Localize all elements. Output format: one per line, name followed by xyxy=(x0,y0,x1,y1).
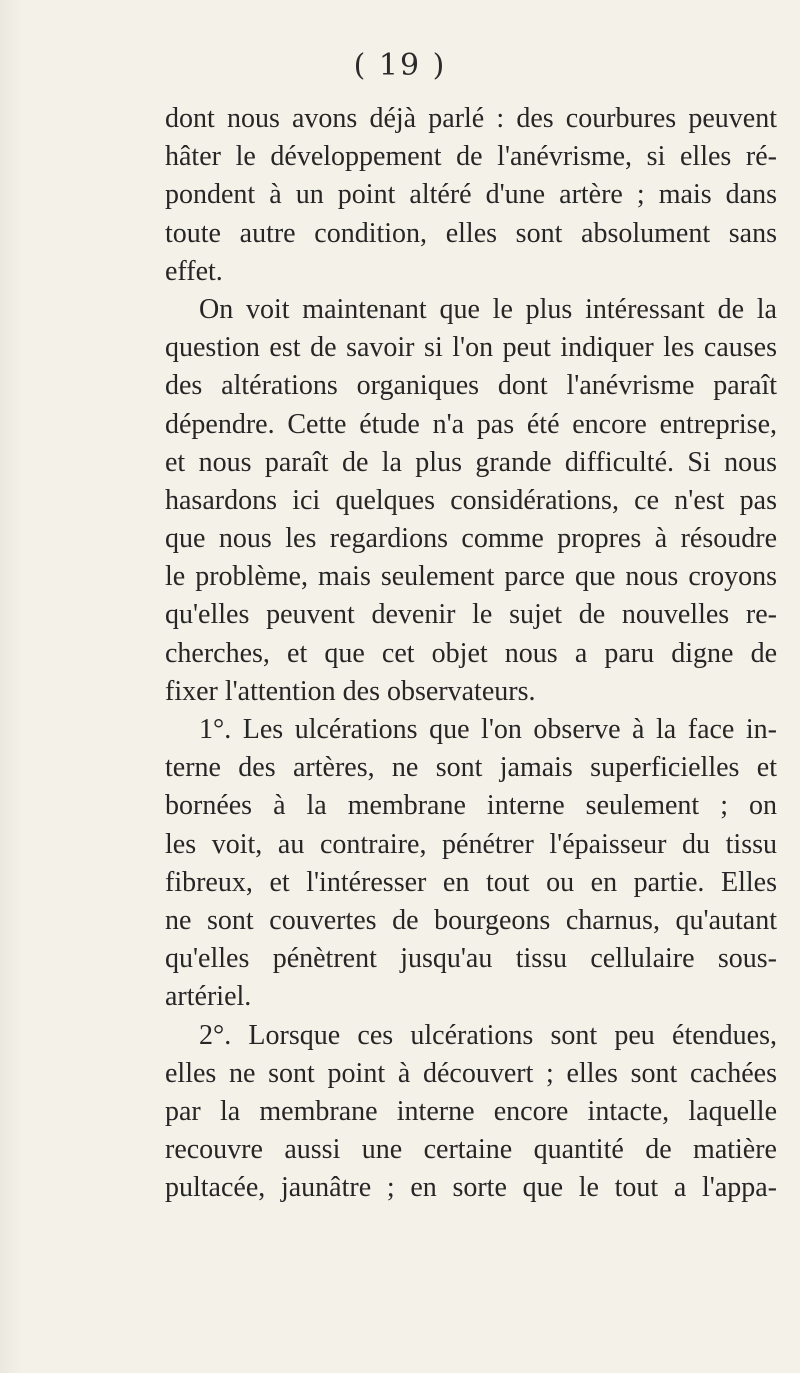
text-line: fixer l'attention des observateurs. xyxy=(165,675,536,707)
text-line: pondent à un point altéré d'une artère ; mais dans xyxy=(165,179,777,211)
text-line: dont nous avons déjà parlé : des courbures peuvent xyxy=(165,103,777,134)
text-line: et nous paraît de la plus grande difficulté. Si nous xyxy=(165,446,777,478)
text-line: toute autre condition, elles sont absolument sans xyxy=(165,217,777,249)
text-line: que nous les regardions comme propres à résoudre xyxy=(165,523,777,555)
text-line: les voit, au contraire, pénétrer l'épaisseur du tissu xyxy=(165,828,777,860)
page-number: ( 19 ) xyxy=(353,48,447,83)
text-line: qu'elles pénètrent jusqu'au tissu cellulaire sous- xyxy=(165,943,777,975)
text-line: On voit maintenant que le plus intéressant de la xyxy=(199,293,777,325)
text-line: question est de savoir si l'on peut indiquer les causes xyxy=(165,332,777,364)
paragraph xyxy=(165,291,777,711)
text-line: par la membrane interne encore intacte, laquelle xyxy=(165,1095,777,1127)
text-line: terne des artères, ne sont jamais superficielles et xyxy=(165,752,777,784)
text-line: pultacée, jaunâtre ; en sorte que le tout a l'appa- xyxy=(165,1172,777,1204)
text-line: qu'elles peuvent devenir le sujet de nouvelles re- xyxy=(165,599,777,631)
text-line: 1°. Les ulcérations que l'on observe à la face in- xyxy=(199,714,777,745)
body-text xyxy=(165,100,777,1207)
text-line: des altérations organiques dont l'anévrisme paraît xyxy=(165,370,777,402)
text-line: fibreux, et l'intéresser en tout ou en partie. Elles xyxy=(165,866,777,898)
paragraph xyxy=(165,1017,777,1208)
text-line: bornées à la membrane interne seulement ; on xyxy=(165,790,777,822)
text-line: recouvre aussi une certaine quantité de matière xyxy=(165,1134,777,1166)
text-line: hasardons ici quelques considérations, ce n'est pas xyxy=(165,484,777,516)
paragraph xyxy=(165,100,777,291)
text-line: cherches, et que cet objet nous a paru digne de xyxy=(165,637,777,669)
text-line: elles ne sont point à découvert ; elles sont cachées xyxy=(165,1057,777,1089)
text-line: le problème, mais seulement parce que nous croyons xyxy=(165,561,777,593)
text-line: hâter le développement de l'anévrisme, si elles ré- xyxy=(165,141,777,173)
text-line: artériel. xyxy=(165,981,252,1013)
text-line: dépendre. Cette étude n'a pas été encore entreprise, xyxy=(165,408,777,440)
text-line: 2°. Lorsque ces ulcérations sont peu étendues, xyxy=(199,1019,777,1051)
text-line: effet. xyxy=(165,255,223,287)
paragraph xyxy=(165,711,777,1017)
text-line: ne sont couvertes de bourgeons charnus, qu'autant xyxy=(165,904,777,936)
